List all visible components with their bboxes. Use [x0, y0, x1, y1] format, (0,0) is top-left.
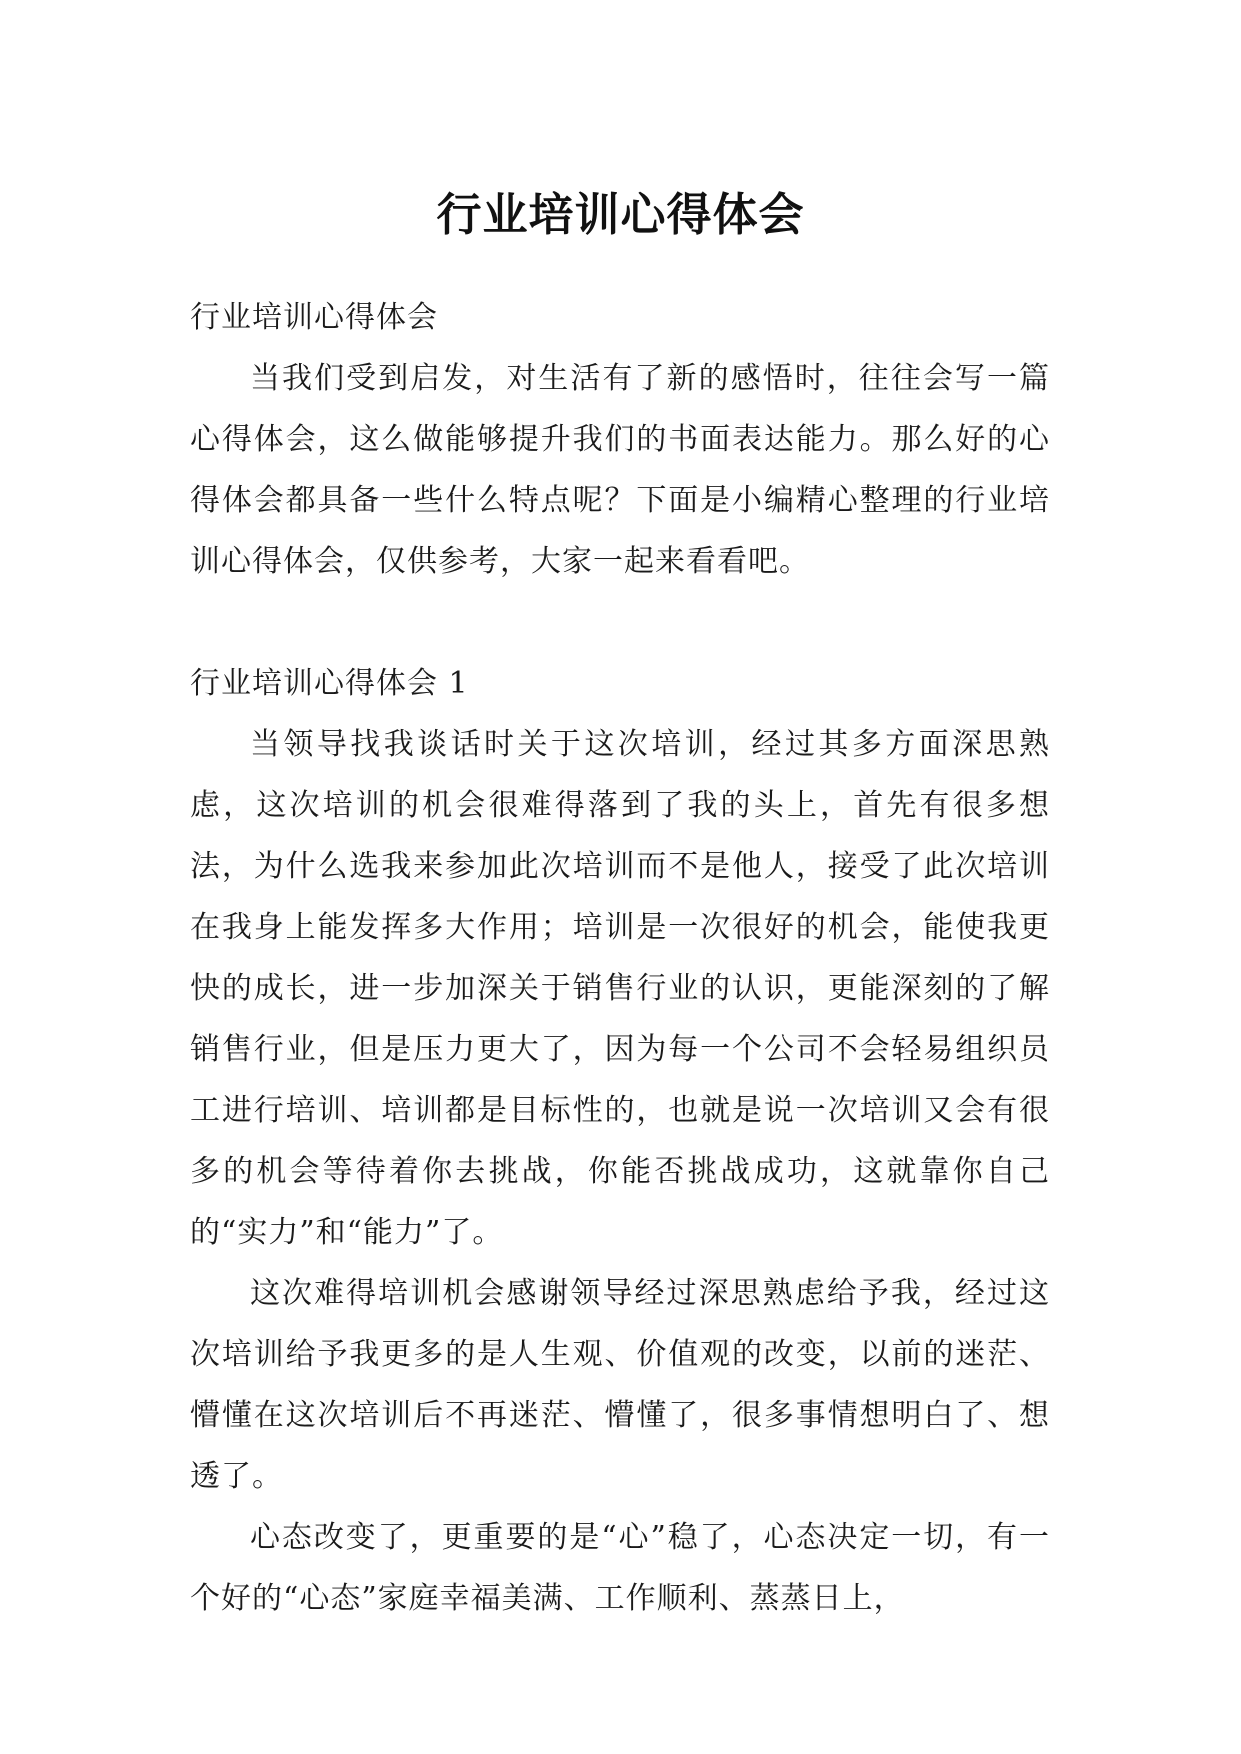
- document-body: [190, 287, 1050, 1629]
- section-paragraph-2: 这次难得培训机会感谢领导经过深思熟虑给予我，经过这次培训给予我更多的是人生观、价值观的改变，以前的迷茫、懵懂在这次培训后不再迷茫、懵懂了，很多事情想明白了、想透了。: [190, 1276, 1050, 1494]
- section-heading: 行业培训心得体会 1: [190, 666, 469, 701]
- document-title: 行业培训心得体会: [436, 188, 805, 242]
- subtitle-heading: 行业培训心得体会: [190, 300, 438, 335]
- section-paragraph-3: 心态改变了，更重要的是“心”稳了，心态决定一切，有一个好的“心态”家庭幸福美满、工作顺利、蒸蒸日上，: [190, 1520, 1050, 1616]
- intro-paragraph: 当我们受到启发，对生活有了新的感悟时，往往会写一篇心得体会，这么做能够提升我们的书面表达能力。那么好的心得体会都具备一些什么特点呢？下面是小编精心整理的行业培训心得体会，仅供参考，大家一起来看看吧。: [190, 361, 1050, 579]
- section-paragraph-1: 当领导找我谈话时关于这次培训，经过其多方面深思熟虑，这次培训的机会很难得落到了我的头上，首先有很多想法，为什么选我来参加此次培训而不是他人，接受了此次培训在我身上能发挥多大作用；培训是一次很好的机会，能使我更快的成长，进一步加深关于销售行业的认识，更能深刻的了解销售行业，但是压力更大了，因为每一个公司不会轻易组织员工进行培训、培训都是目标性的，也就是说一次培训又会有很多的机会等待着你去挑战，你能否挑战成功，这就靠你自己的“实力”和“能力”了。: [190, 727, 1050, 1250]
